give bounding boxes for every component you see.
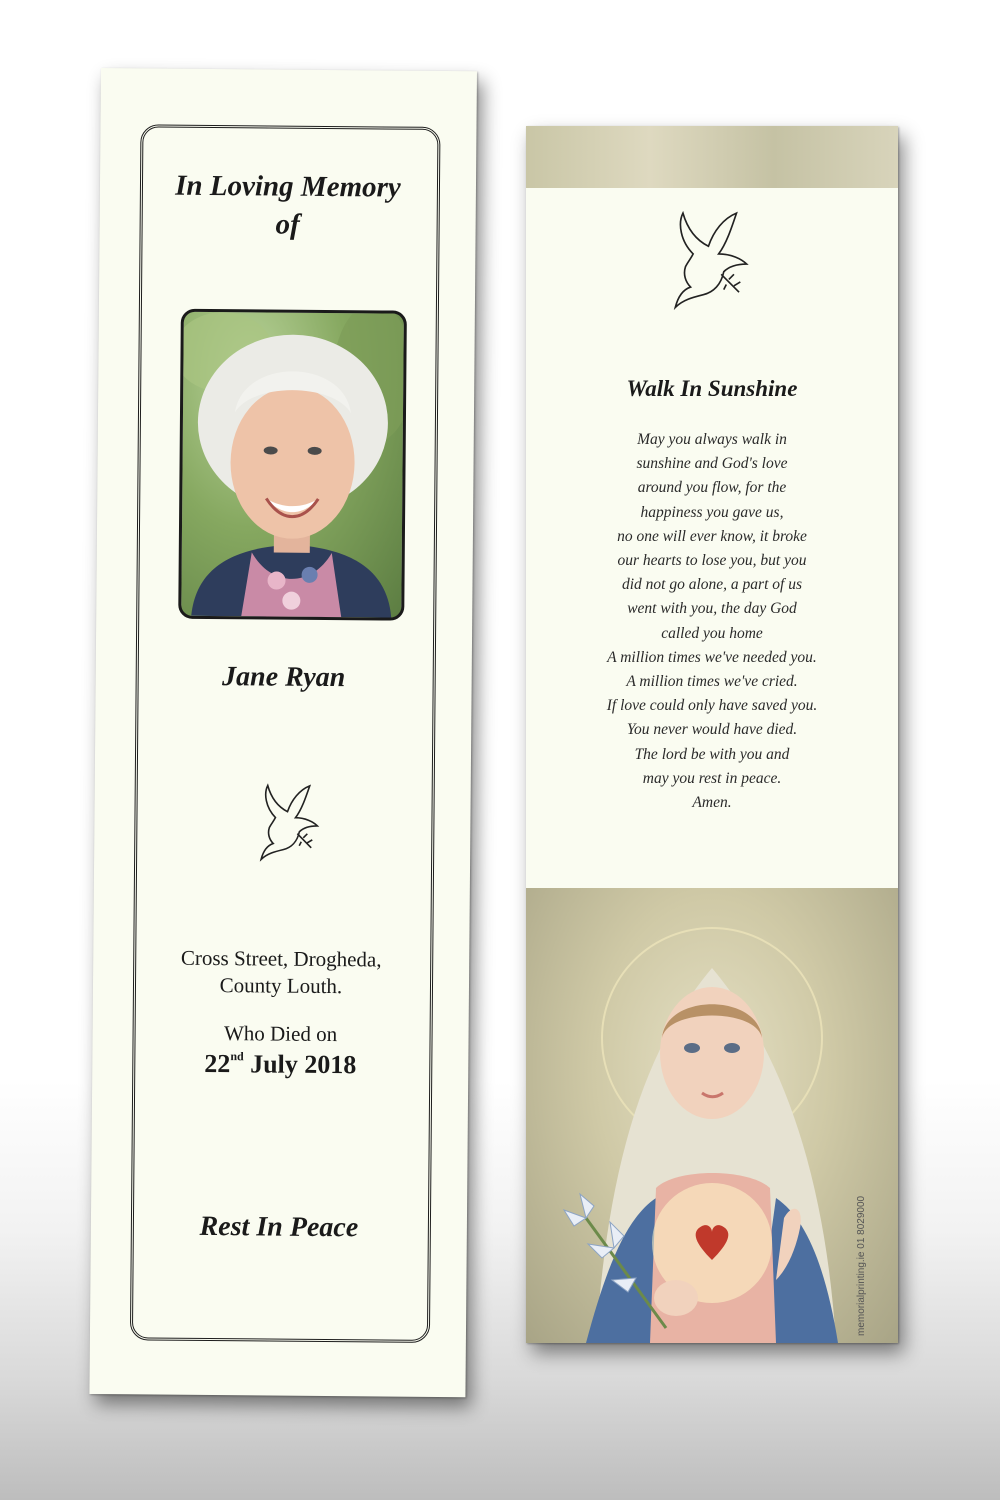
dove-icon bbox=[257, 781, 322, 862]
poem-line: no one will ever know, it broke bbox=[617, 527, 807, 545]
virgin-mary-image bbox=[526, 888, 898, 1343]
date-day: 22 bbox=[204, 1048, 231, 1079]
memorial-card-back bbox=[526, 126, 898, 1343]
portrait-photo bbox=[178, 309, 407, 621]
address-line-2: County Louth. bbox=[219, 973, 343, 999]
poem-line: our hearts to lose you, but you bbox=[617, 552, 807, 570]
double-border-frame bbox=[130, 124, 441, 1343]
date-suffix: nd bbox=[230, 1049, 244, 1064]
poem-title: Walk In Sunshine bbox=[626, 376, 798, 401]
memorial-card-front bbox=[89, 68, 477, 1397]
died-label: Who Died on bbox=[223, 1021, 338, 1047]
heading-in-loving-memory: In Loving Memory bbox=[175, 169, 401, 204]
poem-line: Amen. bbox=[692, 794, 732, 812]
dove-icon bbox=[666, 208, 756, 310]
date-month-year: July 2018 bbox=[250, 1049, 357, 1080]
rest-in-peace: Rest In Peace bbox=[199, 1210, 359, 1244]
poem-line: A million times we've needed you. bbox=[607, 648, 817, 666]
poem-line: may you rest in peace. bbox=[642, 769, 782, 787]
poem-line: The lord be with you and bbox=[634, 745, 790, 763]
poem-line: happiness you gave us, bbox=[640, 503, 784, 521]
poem-line: around you flow, for the bbox=[637, 479, 787, 497]
poem-line: May you always walk in bbox=[637, 431, 787, 448]
printer-credit: memorialprinting.ie 01 8029000 bbox=[856, 1195, 867, 1336]
poem-line: went with you, the day God bbox=[627, 600, 797, 618]
poem-line: did not go alone, a part of us bbox=[622, 576, 802, 594]
date-of-death bbox=[92, 1048, 468, 1081]
poem-line: A million times we've cried. bbox=[626, 673, 798, 691]
heading-of: of bbox=[275, 208, 300, 241]
poem-line: sunshine and God's love bbox=[636, 455, 788, 473]
poem-line: If love could only have saved you. bbox=[606, 697, 818, 715]
poem-verse bbox=[526, 428, 898, 815]
top-decorative-band bbox=[526, 126, 898, 188]
deceased-name: Jane Ryan bbox=[221, 661, 346, 694]
poem-line: called you home bbox=[661, 624, 763, 642]
poem-line: You never would have died. bbox=[626, 721, 798, 739]
address-line-1: Cross Street, Drogheda, bbox=[180, 945, 382, 972]
